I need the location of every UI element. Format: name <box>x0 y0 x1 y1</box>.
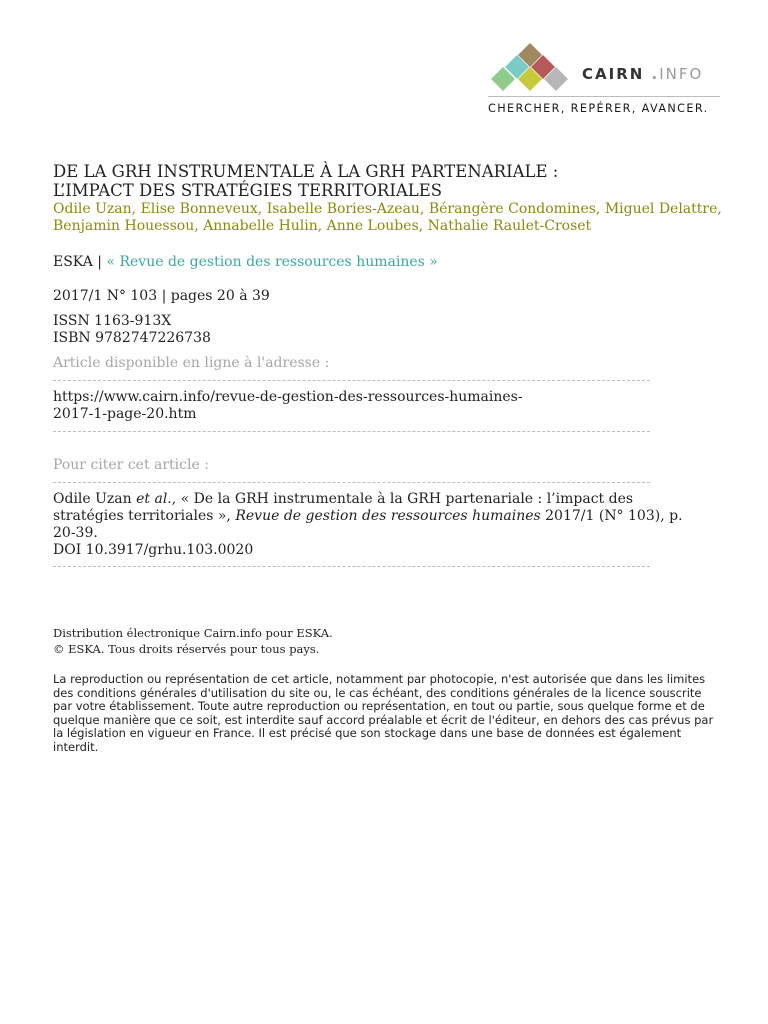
publisher-separator: | <box>92 254 107 270</box>
article-title-line-1: DE LA GRH INSTRUMENTALE À LA GRH PARTENARIALE : <box>53 162 559 181</box>
issn: ISSN 1163-913X <box>53 313 172 329</box>
logo-brand: CAIRN <box>582 65 645 83</box>
logo-suffix: INFO <box>659 65 704 83</box>
legal-notice: La reproduction ou représentation de cet article, notamment par photocopie, n'est autorisée que dans les limites des conditions générales d'utilisation du site ou, le cas échéant, des conditions générales de la licence souscrite par votre établissement. Toute autre reproduction ou représentation, en tout ou partie, sous quelque forme et de quelque manière que ce soit, est interdite sauf accord préalable et écrit de l'éditeur, en dehors des cas prévus par la législation en vigueur en France. Il est précisé que son stockage dans une base de données est également interdit. <box>53 672 714 754</box>
cite-label: Pour citer cet article : <box>53 457 209 473</box>
citation-author: Odile Uzan <box>53 491 137 507</box>
isbn: ISBN 9782747226738 <box>53 330 211 346</box>
online-label: Article disponible en ligne à l'adresse : <box>53 355 330 371</box>
divider <box>53 566 650 567</box>
copyright-note: © ESKA. Tous droits réservés pour tous pays. <box>53 642 320 656</box>
publisher-name: ESKA <box>53 254 93 270</box>
logo-divider <box>488 96 720 97</box>
article-url[interactable]: https://www.cairn.info/revue-de-gestion-des-ressources-humaines-2017-1-page-20.htm <box>53 389 523 422</box>
citation-title: , « De la GRH instrumentale à la GRH partenariale : l’impact des stratégies territoriales », <box>53 491 634 524</box>
citation <box>53 491 703 559</box>
logo-dot: . <box>651 65 660 83</box>
citation-doi[interactable]: DOI 10.3917/grhu.103.0020 <box>53 542 254 558</box>
article-title-line-2: L’IMPACT DES STRATÉGIES TERRITORIALES <box>53 181 443 200</box>
divider <box>53 431 650 432</box>
citation-etal: et al. <box>136 491 172 507</box>
cairn-logo[interactable] <box>488 40 724 120</box>
issue-info: 2017/1 N° 103 | pages 20 à 39 <box>53 288 270 304</box>
logo-wordmark <box>582 65 703 83</box>
article-title <box>53 162 733 200</box>
publisher-line <box>53 254 438 271</box>
divider <box>53 482 650 483</box>
citation-issue: 2017/1 (N° 103), p. 20-39. <box>53 508 683 541</box>
citation-journal: Revue de gestion des ressources humaines <box>235 508 541 524</box>
logo-tagline: CHERCHER, REPÉRER, AVANCER. <box>488 102 709 115</box>
diamond-logo-icon <box>488 40 578 96</box>
article-authors: Odile Uzan, Elise Bonneveux, Isabelle Bories-Azeau, Bérangère Condomines, Miguel Delattre, Benjamin Houessou, Annabelle Hulin, Anne Loubes, Nathalie Raulet-Croset <box>53 201 722 234</box>
distribution-note: Distribution électronique Cairn.info pour ESKA. <box>53 626 333 640</box>
journal-link[interactable]: « Revue de gestion des ressources humaines » <box>106 254 438 270</box>
divider <box>53 380 650 381</box>
